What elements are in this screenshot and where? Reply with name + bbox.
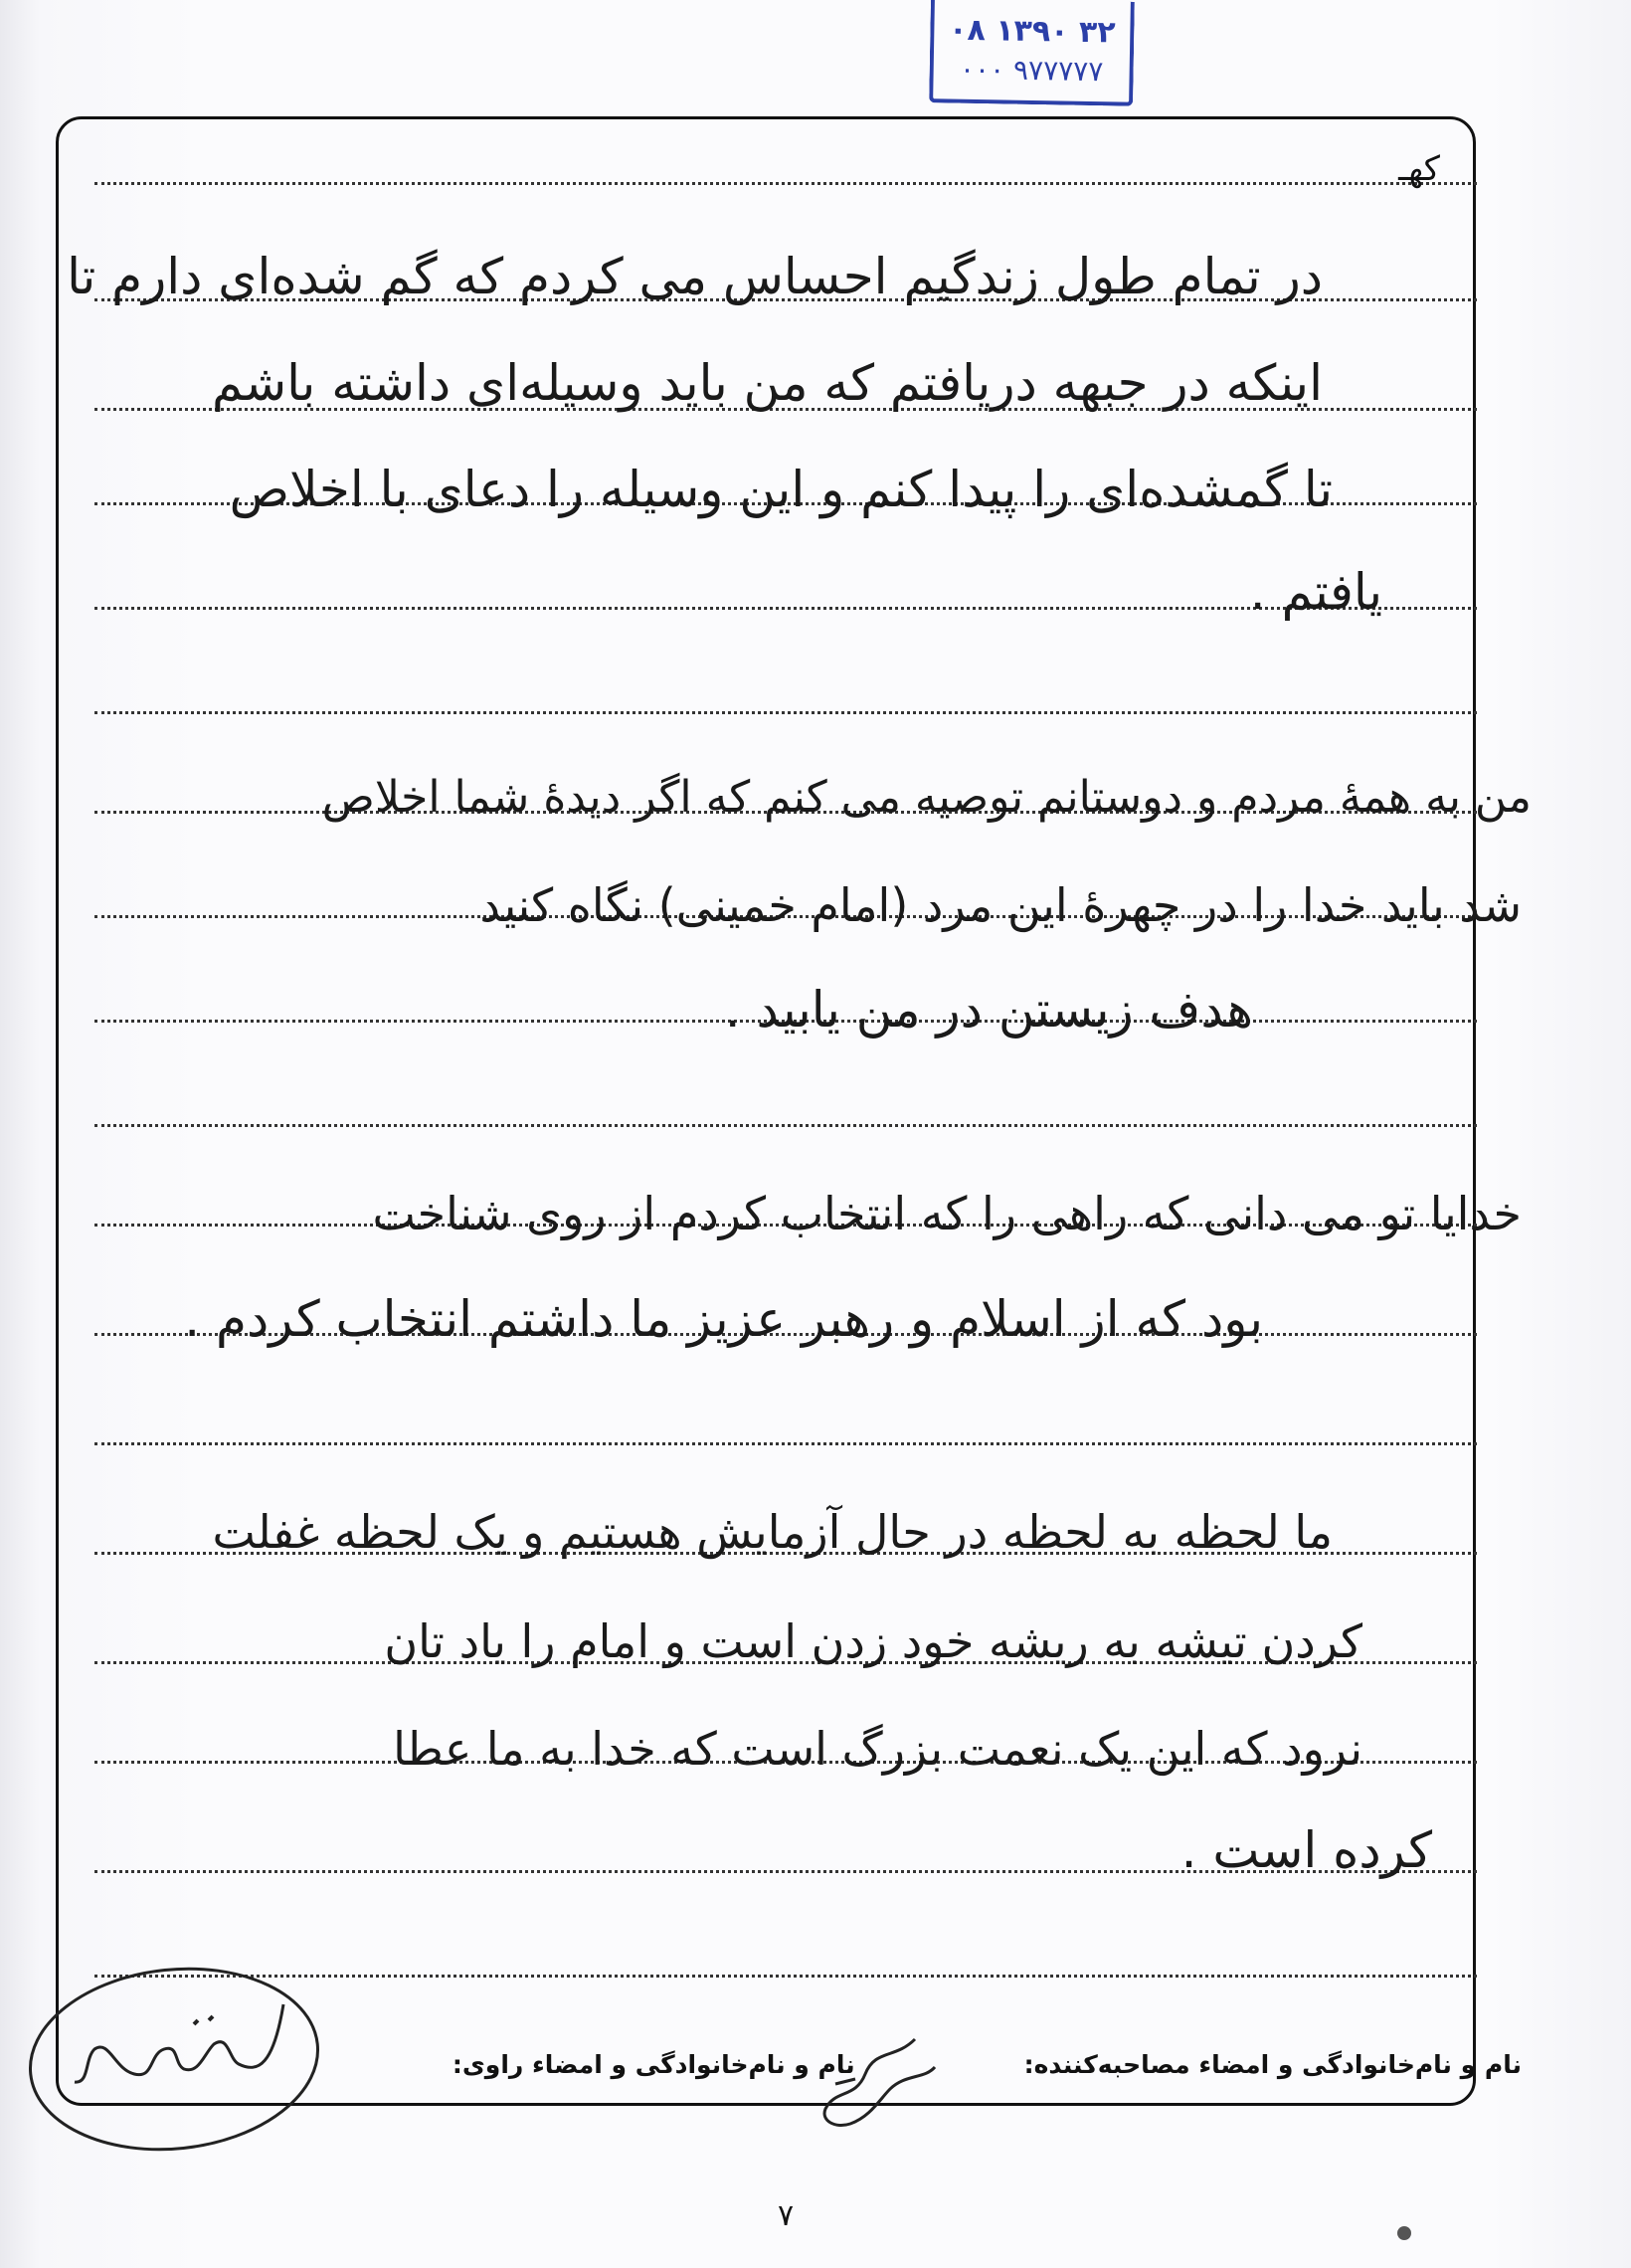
handwritten-line: اینکه در جبهه دریافتم که من باید وسیله‌ای داشته باشم: [212, 354, 1323, 412]
handwritten-line: بود که از اسلام و رهبر عزیز ما داشتم انتخاب کردم .: [184, 1290, 1263, 1348]
page-number: ۷: [777, 2198, 795, 2233]
narrator-signature: [15, 1955, 343, 2169]
date-stamp: [929, 0, 1135, 106]
handwritten-line: در تمام طول زندگیم احساس می کردم که گم شده‌ای دارم تا: [67, 248, 1323, 305]
handwritten-line: شد باید خدا را در چهرهٔ این مرد (امام خمینی) نگاه کنید: [479, 878, 1522, 932]
handwritten-line: هدف زیستن در من یابید .: [724, 981, 1253, 1039]
signature-footer: [453, 2044, 1522, 2084]
stamp-number: ۰۰۰ ۹۷۷۷۷۷: [959, 52, 1104, 88]
stamp-date: ۰۸ ۱۳۹۰ ۳۲: [948, 12, 1116, 50]
ruled-line: [94, 711, 1477, 714]
ruled-line: [94, 1124, 1477, 1127]
handwritten-line: کرده است .: [1180, 1821, 1432, 1879]
narrator-signature-label: نام و نام‌خانوادگی و امضاء راوی:: [452, 2049, 855, 2079]
handwritten-line: خدایا تو می دانی که راهی را که انتخاب کردم از روی شناخت: [372, 1187, 1522, 1240]
handwritten-line: ما لحظه به لحظه در حال آزمایش هستیم و یک لحظه غفلت: [212, 1505, 1333, 1559]
handwritten-line: تا گمشده‌ای را پیدا کنم و این وسیله را دعای با اخلاص: [229, 461, 1333, 518]
form-frame: [56, 116, 1476, 2106]
handwritten-line: یافتم .: [1249, 563, 1382, 621]
form-marker: کهـ: [1398, 149, 1440, 189]
ruled-line: [94, 1442, 1477, 1445]
handwritten-line: نرود که این یک نعمت بزرگ است که خدا به ما عطا: [393, 1722, 1362, 1776]
ink-speck: [1397, 2226, 1411, 2240]
handwritten-line: من به همهٔ مردم و دوستانم توصیه می کنم که اگر دیدهٔ شما اخلاص: [321, 772, 1532, 823]
handwritten-line: کردن تیشه به ریشه خود زدن است و امام را یاد تان: [384, 1614, 1362, 1668]
interviewer-signature-label: نام و نام‌خانوادگی و امضاء مصاحبه‌کننده:: [1023, 2049, 1522, 2079]
interviewer-signature: [796, 2029, 945, 2139]
ruled-line: [94, 182, 1477, 185]
